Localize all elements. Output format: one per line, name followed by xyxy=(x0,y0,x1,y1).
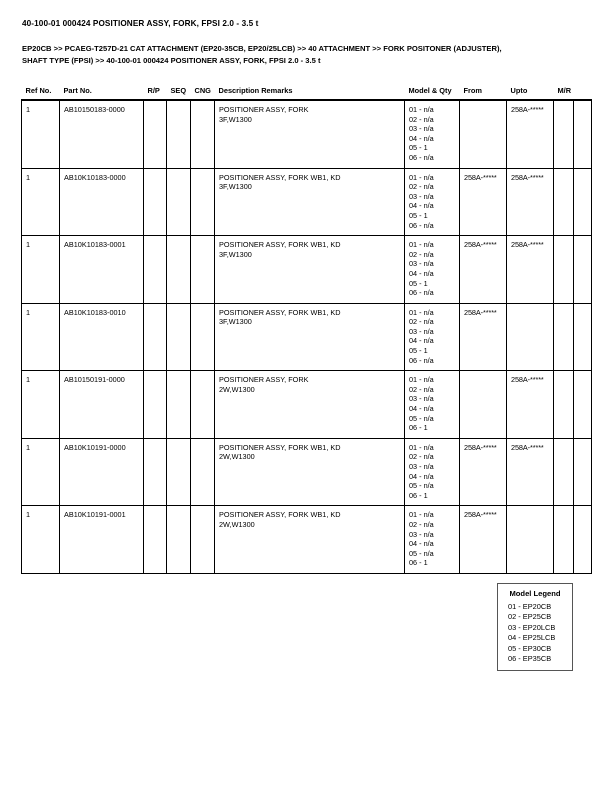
model-qty-line: 06 - 1 xyxy=(409,558,428,568)
model-qty-line: 05 - n/a xyxy=(409,548,434,558)
model-qty-line: 01 - n/a xyxy=(409,172,434,182)
cell-upto: 258A-***** xyxy=(507,438,554,506)
model-qty-line: 01 - n/a xyxy=(409,510,434,520)
model-qty-line: 03 - n/a xyxy=(409,259,434,269)
column-header-part-no: Part No. xyxy=(63,86,92,95)
cell-seq xyxy=(167,100,191,168)
column-header-description: Description Remarks xyxy=(218,86,293,95)
parts-table-body xyxy=(22,100,592,573)
description-line-2: 3F,W1300 xyxy=(219,182,252,192)
description-line-2: 3F,W1300 xyxy=(219,114,252,124)
description-line-2: 3F,W1300 xyxy=(219,317,252,327)
cell-upto xyxy=(507,303,554,371)
column-header-ref-no: Ref No. xyxy=(25,86,52,95)
cell-upto: 258A-***** xyxy=(507,236,554,304)
model-qty-line: 01 - n/a xyxy=(409,240,434,250)
cell-from: 258A-***** xyxy=(460,506,507,574)
cell-upto: 258A-***** xyxy=(507,100,554,168)
cell-seq xyxy=(167,438,191,506)
model-legend xyxy=(497,583,573,671)
model-qty-line: 04 - n/a xyxy=(409,201,434,211)
cell-cng xyxy=(191,168,215,236)
cell-upto: 258A-***** xyxy=(507,371,554,439)
cell-rp xyxy=(144,236,167,304)
description-line-1: POSITIONER ASSY, FORK xyxy=(219,105,309,114)
model-legend-title: Model Legend xyxy=(509,589,561,598)
model-qty-line: 05 - 1 xyxy=(409,346,428,356)
column-header-cng: CNG xyxy=(194,86,211,95)
cell-part-no: AB10150191-0000 xyxy=(60,371,144,439)
model-qty-line: 03 - n/a xyxy=(409,462,434,471)
cell-model-qty xyxy=(405,100,460,168)
model-qty-line: 03 - n/a xyxy=(409,394,434,404)
table-header-row xyxy=(22,86,592,100)
cell-from: 258A-***** xyxy=(460,236,507,304)
cell-mr xyxy=(554,236,574,304)
model-qty-line: 02 - n/a xyxy=(409,452,434,462)
model-qty-line: 06 - n/a xyxy=(409,220,434,230)
cell-model-qty xyxy=(405,506,460,574)
column-header-mr: M/R xyxy=(557,86,572,95)
column-header-spacer xyxy=(574,86,592,100)
cell-spacer xyxy=(574,371,592,439)
parts-table-container xyxy=(21,86,591,574)
cell-model-qty xyxy=(405,438,460,506)
cell-from: 258A-***** xyxy=(460,303,507,371)
cell-mr xyxy=(554,303,574,371)
model-qty-line: 04 - n/a xyxy=(409,133,434,143)
description-line-1: POSITIONER ASSY, FORK xyxy=(219,375,309,385)
model-qty-line: 05 - 1 xyxy=(409,210,428,220)
description-line-2: 2W,W1300 xyxy=(219,519,255,529)
cell-ref-no: 1 xyxy=(22,371,60,439)
cell-ref-no: 1 xyxy=(22,100,60,168)
cell-seq xyxy=(167,168,191,236)
column-header-seq: SEQ xyxy=(170,86,187,95)
model-qty-line: 05 - 1 xyxy=(409,278,428,288)
model-qty-line: 06 - 1 xyxy=(409,423,428,433)
model-qty-line: 06 - n/a xyxy=(409,355,434,365)
model-qty-line: 04 - n/a xyxy=(409,404,434,414)
cell-part-no: AB10150183-0000 xyxy=(60,100,144,168)
model-legend-items xyxy=(498,602,572,664)
cell-cng xyxy=(191,371,215,439)
model-qty-line: 02 - n/a xyxy=(409,384,434,394)
cell-part-no: AB10K10191-0001 xyxy=(60,506,144,574)
model-qty-line: 04 - n/a xyxy=(409,471,434,481)
cell-cng xyxy=(191,506,215,574)
cell-cng xyxy=(191,303,215,371)
cell-part-no: AB10K10183-0010 xyxy=(60,303,144,371)
model-qty-line: 02 - n/a xyxy=(409,114,434,124)
description-line-1: POSITIONER ASSY, FORK WB1, KD xyxy=(219,510,341,520)
cell-from xyxy=(460,100,507,168)
model-qty-line: 04 - n/a xyxy=(409,268,434,278)
cell-ref-no: 1 xyxy=(22,168,60,236)
cell-description xyxy=(215,506,405,574)
model-qty-line: 02 - n/a xyxy=(409,249,434,259)
cell-spacer xyxy=(574,303,592,371)
model-qty-line: 05 - n/a xyxy=(409,413,434,423)
cell-part-no: AB10K10183-0000 xyxy=(60,168,144,236)
model-legend-item: 04 - EP25LCB xyxy=(508,633,556,643)
model-qty-line: 03 - n/a xyxy=(409,529,434,539)
cell-part-no: AB10K10183-0001 xyxy=(60,236,144,304)
model-qty-line: 02 - n/a xyxy=(409,182,434,192)
cell-mr xyxy=(554,506,574,574)
cell-rp xyxy=(144,168,167,236)
model-legend-item: 01 - EP20CB xyxy=(508,602,552,611)
column-header-from: From xyxy=(463,86,482,95)
cell-description xyxy=(215,236,405,304)
model-qty-line: 06 - n/a xyxy=(409,152,434,162)
cell-rp xyxy=(144,303,167,371)
description-line-1: POSITIONER ASSY, FORK WB1, KD xyxy=(219,240,341,250)
model-qty-line: 04 - n/a xyxy=(409,336,434,346)
table-row[interactable] xyxy=(22,100,592,168)
breadcrumb-line-2: SHAFT TYPE (FPSI) >> 40-100-01 000424 POSITIONER ASSY, FORK, FPSI 2.0 - 3.5 t xyxy=(22,55,321,65)
table-row[interactable] xyxy=(22,506,592,574)
cell-description xyxy=(215,100,405,168)
cell-description xyxy=(215,168,405,236)
cell-seq xyxy=(167,371,191,439)
description-line-2: 3F,W1300 xyxy=(219,249,252,259)
cell-ref-no: 1 xyxy=(22,303,60,371)
cell-mr xyxy=(554,371,574,439)
description-line-1: POSITIONER ASSY, FORK WB1, KD xyxy=(219,172,341,182)
cell-spacer xyxy=(574,438,592,506)
breadcrumb-line-1: EP20CB >> PCAEG-T257D-21 CAT ATTACHMENT (EP20-35CB, EP20/25LCB) >> 40 ATTACHMENT >> FORK POSITONER (ADJUSTER), xyxy=(22,44,502,53)
cell-from: 258A-***** xyxy=(460,168,507,236)
model-qty-line: 03 - n/a xyxy=(409,326,434,336)
model-qty-line: 05 - n/a xyxy=(409,481,434,491)
cell-description xyxy=(215,438,405,506)
model-legend-item: 05 - EP30CB xyxy=(508,643,552,653)
table-row[interactable] xyxy=(22,168,592,236)
cell-model-qty xyxy=(405,236,460,304)
cell-description xyxy=(215,371,405,439)
cell-part-no: AB10K10191-0000 xyxy=(60,438,144,506)
cell-ref-no: 1 xyxy=(22,438,60,506)
description-line-1: POSITIONER ASSY, FORK WB1, KD xyxy=(219,307,341,317)
cell-ref-no: 1 xyxy=(22,236,60,304)
column-header-rp: R/P xyxy=(147,86,160,95)
cell-model-qty xyxy=(405,168,460,236)
parts-table xyxy=(21,86,592,574)
cell-description xyxy=(215,303,405,371)
model-qty-line: 06 - n/a xyxy=(409,288,434,298)
cell-cng xyxy=(191,438,215,506)
cell-seq xyxy=(167,236,191,304)
table-row[interactable] xyxy=(22,438,592,506)
cell-rp xyxy=(144,506,167,574)
cell-seq xyxy=(167,506,191,574)
table-row[interactable] xyxy=(22,371,592,439)
cell-from xyxy=(460,371,507,439)
column-header-model-qty: Model & Qty xyxy=(408,86,452,95)
cell-mr xyxy=(554,438,574,506)
model-qty-line: 06 - 1 xyxy=(409,490,428,500)
model-legend-item: 03 - EP20LCB xyxy=(508,622,556,632)
cell-upto: 258A-***** xyxy=(507,168,554,236)
model-qty-line: 01 - n/a xyxy=(409,307,434,317)
table-row[interactable] xyxy=(22,303,592,371)
model-qty-line: 03 - n/a xyxy=(409,191,434,201)
cell-spacer xyxy=(574,100,592,168)
cell-spacer xyxy=(574,236,592,304)
table-row[interactable] xyxy=(22,236,592,304)
cell-cng xyxy=(191,236,215,304)
model-qty-line: 04 - n/a xyxy=(409,539,434,549)
model-legend-item: 06 - EP35CB xyxy=(508,654,552,664)
cell-spacer xyxy=(574,168,592,236)
cell-spacer xyxy=(574,506,592,574)
description-line-2: 2W,W1300 xyxy=(219,384,255,394)
model-qty-line: 02 - n/a xyxy=(409,519,434,529)
cell-mr xyxy=(554,100,574,168)
cell-model-qty xyxy=(405,371,460,439)
cell-rp xyxy=(144,438,167,506)
model-qty-line: 05 - 1 xyxy=(409,143,428,153)
model-qty-line: 01 - n/a xyxy=(409,105,434,114)
column-header-upto: Upto xyxy=(510,86,528,95)
model-qty-line: 01 - n/a xyxy=(409,442,434,452)
cell-model-qty xyxy=(405,303,460,371)
cell-seq xyxy=(167,303,191,371)
parts-table-head xyxy=(22,86,592,100)
description-line-1: POSITIONER ASSY, FORK WB1, KD xyxy=(219,442,341,452)
cell-rp xyxy=(144,371,167,439)
model-qty-line: 02 - n/a xyxy=(409,317,434,327)
cell-mr xyxy=(554,168,574,236)
cell-rp xyxy=(144,100,167,168)
cell-cng xyxy=(191,100,215,168)
cell-ref-no: 1 xyxy=(22,506,60,574)
model-qty-line: 03 - n/a xyxy=(409,124,434,134)
page-title: 40-100-01 000424 POSITIONER ASSY, FORK, FPSI 2.0 - 3.5 t xyxy=(22,19,259,28)
description-line-2: 2W,W1300 xyxy=(219,452,255,462)
cell-upto xyxy=(507,506,554,574)
breadcrumb xyxy=(22,43,597,66)
model-legend-item: 02 - EP25CB xyxy=(508,612,552,622)
model-qty-line: 01 - n/a xyxy=(409,375,434,385)
cell-from: 258A-***** xyxy=(460,438,507,506)
